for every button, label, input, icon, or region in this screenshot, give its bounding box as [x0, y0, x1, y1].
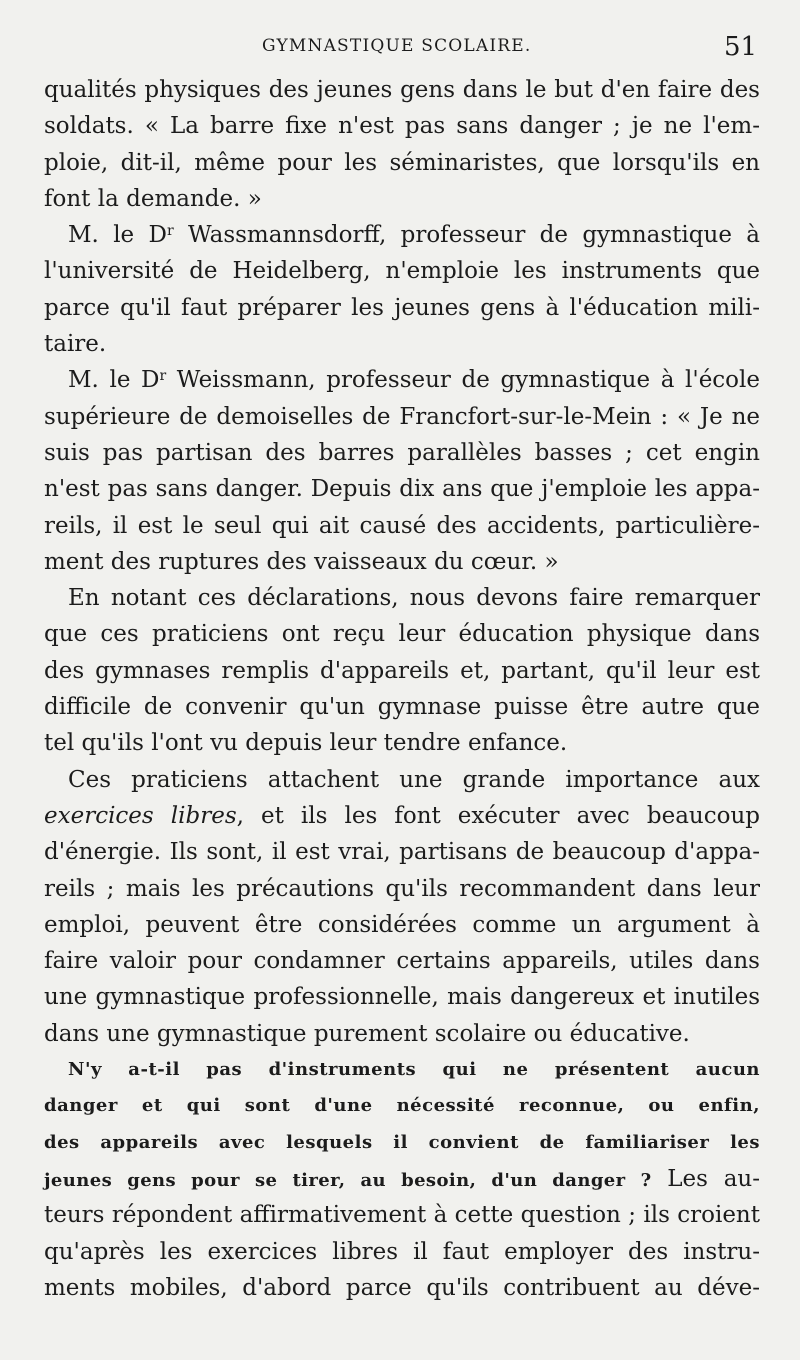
- bold-text-line: N'y a-t-il pas d'instruments qui ne présentent aucun: [68, 1059, 760, 1081]
- text-line: reils, il est le seul qui ait causé des accidents, particulière-: [44, 512, 760, 539]
- text-line: [44, 217, 760, 253]
- text-line: tel qu'ils l'ont vu depuis leur tendre enfance.: [44, 730, 568, 757]
- text-line: l'université de Heidelberg, n'emploie les instruments que: [44, 258, 760, 285]
- italic-run: exercices libres: [44, 802, 237, 829]
- text-run: Weissmann, professeur de gymnastique à l'école: [166, 367, 760, 394]
- text-line: emploi, peuvent être considérées comme un argument à: [44, 911, 760, 938]
- text-line: suis pas partisan des barres parallèles basses ; cet engin: [44, 439, 760, 466]
- text-line: soldats. « La barre fixe n'est pas sans danger ; je ne l'em-: [44, 113, 760, 140]
- text-run: Les au-: [651, 1165, 760, 1192]
- text-run: Wassmannsdorff, professeur de gymnastique à: [173, 222, 760, 249]
- text-line: [44, 362, 760, 398]
- bold-run: jeunes gens pour se tirer, au besoin, d'un danger ?: [44, 1169, 652, 1191]
- text-line: ploie, dit-il, même pour les séminaristes, que lorsqu'ils en: [44, 149, 760, 176]
- text-line: qu'après les exercices libres il faut employer des instru-: [44, 1238, 760, 1265]
- text-line: faire valoir pour condamner certains appareils, utiles dans: [44, 948, 760, 975]
- text-line: d'énergie. Ils sont, il est vrai, partisans de beaucoup d'appa-: [44, 839, 760, 866]
- text-line: ment des ruptures des vaisseaux du cœur. »: [44, 548, 559, 575]
- text-run: M. le D: [68, 222, 167, 249]
- text-line: parce qu'il faut préparer les jeunes gens à l'éducation mili-: [44, 294, 760, 321]
- text-line: [44, 798, 760, 834]
- text-line: Ces praticiens attachent une grande importance aux: [68, 766, 760, 793]
- text-line: dans une gymnastique purement scolaire ou éducative.: [44, 1020, 690, 1047]
- text-line: font la demande. »: [44, 185, 262, 212]
- text-run: , et ils les font exécuter avec beaucoup: [236, 802, 760, 829]
- page-number: 51: [724, 32, 758, 62]
- text-line: [44, 1161, 760, 1197]
- superscript: r: [159, 368, 167, 385]
- body-text: [44, 72, 760, 1306]
- text-line: qualités physiques des jeunes gens dans le but d'en faire des: [44, 77, 760, 103]
- text-line: difficile de convenir qu'un gymnase puisse être autre que: [44, 694, 760, 721]
- text-line: ments mobiles, d'abord parce qu'ils contribuent au déve-: [44, 1274, 760, 1301]
- text-line: une gymnastique professionnelle, mais dangereux et inutiles: [44, 984, 760, 1011]
- text-run: M. le D: [68, 367, 160, 394]
- bold-text-line: danger et qui sont d'une nécessité reconnue, ou enfin,: [44, 1095, 760, 1117]
- text-line: taire.: [44, 331, 107, 358]
- text-line: reils ; mais les précautions qu'ils recommandent dans leur: [44, 875, 760, 902]
- text-line: supérieure de demoiselles de Francfort-sur-le-Mein : « Je ne: [44, 403, 760, 430]
- text-line: n'est pas sans danger. Depuis dix ans que j'emploie les appa-: [44, 476, 760, 503]
- text-line: En notant ces déclarations, nous devons faire remarquer: [68, 585, 760, 612]
- page-header: [0, 32, 800, 66]
- text-line: des gymnases remplis d'appareils et, partant, qu'il leur est: [44, 657, 760, 684]
- text-line: que ces praticiens ont reçu leur éducation physique dans: [44, 621, 760, 648]
- superscript: r: [166, 223, 174, 240]
- bold-text-line: des appareils avec lesquels il convient de familiariser les: [44, 1131, 760, 1153]
- running-title: GYMNASTIQUE SCOLAIRE.: [262, 36, 532, 56]
- text-line: teurs répondent affirmativement à cette question ; ils croient: [44, 1202, 760, 1229]
